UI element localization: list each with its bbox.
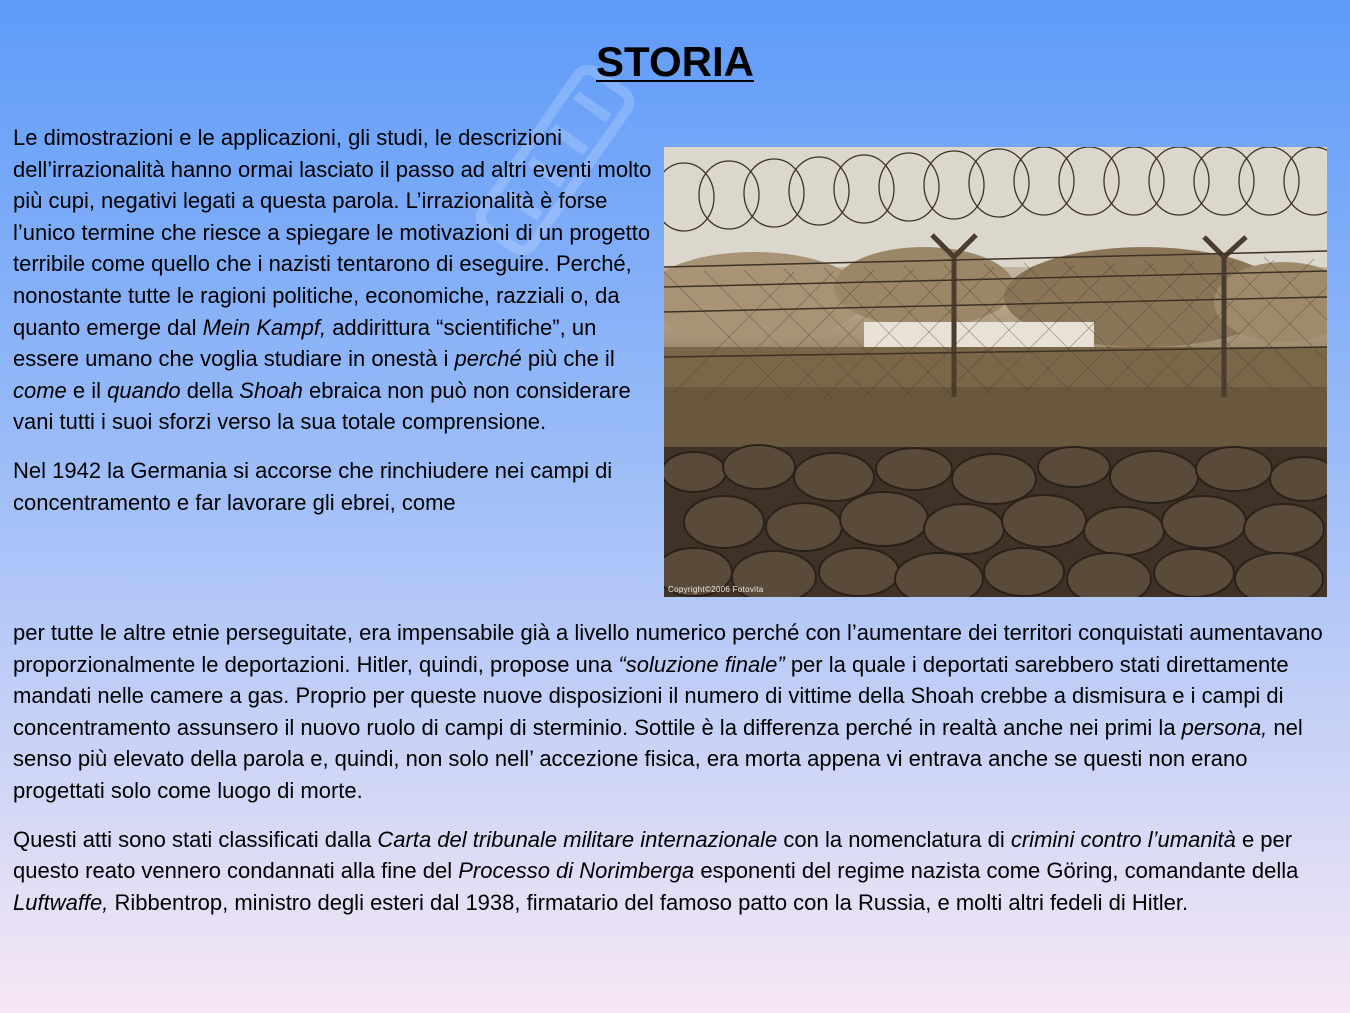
barbed-wire-photo [664, 147, 1327, 597]
left-text-column [13, 122, 653, 518]
italic-run: come [13, 377, 67, 403]
text-run: più che il [521, 346, 615, 372]
text-run: Questi atti sono stati classificati dalla [13, 826, 378, 852]
text-run: Nel 1942 la Germania si accorse che rinchiudere nei campi di concentramento e far lavorare gli ebrei, come [13, 457, 613, 515]
paragraph-final-solution [13, 617, 1338, 807]
italic-run: quando [107, 377, 181, 403]
photo-caption: Copyright©2006 Fotovita [668, 585, 764, 594]
text-run: della [180, 377, 240, 403]
paragraph-1942-start [13, 455, 653, 518]
italic-run: Carta del tribunale militare internazionale [377, 826, 778, 852]
italic-run: Shoah [239, 377, 303, 403]
paragraph-nuremberg [13, 824, 1338, 919]
text-run: con la nomenclatura di [777, 826, 1011, 852]
text-run: Ribbentrop, ministro degli esteri dal 1938, firmatario del famoso patto con la Russia, e molti altri fedeli di Hitler. [108, 889, 1189, 915]
italic-run: perché [454, 346, 522, 372]
text-run: Le dimostrazioni e le applicazioni, gli studi, le descrizioni dell’irrazionalità hanno ormai lasciato il passo ad altri eventi molto più cupi, negativi legati a questa parola. L’irrazionalità è forse l’unico termine che riesce a spiegare le motivazioni di un progetto terribile come quello che i nazisti tentarono di eseguire. Perché, nonostante tutte le ragioni politiche, economiche, razziali o, da quanto emerge dal [13, 125, 652, 340]
text-run: per tutte le altre etnie perseguitate, era impensabile già a livello numerico perché con l’aumentare dei territori conquistati aumentavano proporzionalmente le deportazioni. Hitler, quindi, propose una [13, 620, 1323, 677]
italic-run: Processo di Norimberga [458, 858, 695, 884]
text-run: e il [66, 377, 108, 403]
slide-title: STORIA [596, 38, 754, 85]
italic-run: Mein Kampf, [202, 314, 327, 340]
barbed-wire-fence-icon [664, 147, 1327, 597]
text-run: addirittura “scientifiche”, un essere umano che voglia studiare in onestà i [13, 314, 597, 372]
text-run: nel senso più elevato della parola e, quindi, non solo nell’ accezione fisica, era morta appena vi entrava anche se questi non erano progettati solo come luogo di morte. [13, 714, 1303, 803]
italic-run: “soluzione finale” [618, 651, 785, 677]
text-run: per la quale i deportati sarebbero stati direttamente mandati nelle camere a gas. Proprio per queste nuove disposizioni il numero di vittime della Shoah crebbe a dismisura e i campi di concentramento assunsero il nuovo ruolo di campi di sterminio. Sottile è la differenza perché in realtà anche nei primi la [13, 651, 1289, 740]
paragraph-intro [13, 122, 653, 438]
italic-run: crimini contro l’umanità [1010, 826, 1236, 852]
text-run: ebraica non può non considerare vani tutti i suoi sforzi verso la sua totale comprensione. [13, 377, 631, 435]
italic-run: Luftwaffe, [13, 889, 109, 915]
text-run: esponenti del regime nazista come Göring, comandante della [694, 858, 1299, 884]
text-run: e per questo reato vennero condannati alla fine del [13, 826, 1293, 884]
full-width-text [13, 617, 1338, 918]
italic-run: persona, [1181, 714, 1268, 740]
